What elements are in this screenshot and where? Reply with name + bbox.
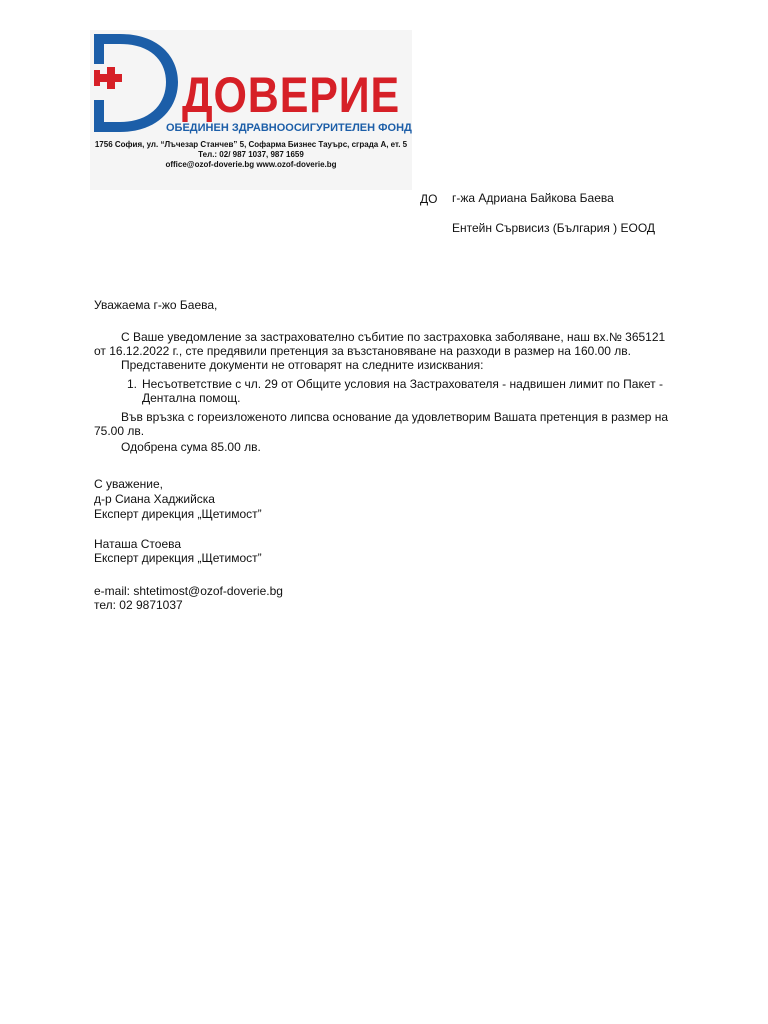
letterhead-phone: Тел.: 02/ 987 1037, 987 1659	[198, 150, 304, 159]
contact-phone: тел: 02 9871037	[94, 598, 183, 612]
approved-amount: Одобрена сума 85.00 лв.	[121, 440, 261, 454]
paragraph-1-line-1: С Ваше уведомление за застрахователно събитие по застраховка заболяване, наш вх.№ 365121	[121, 330, 666, 344]
paragraph-3-line-1: Във връзка с гореизложеното липсва основание да удовлетворим Вашата претенция в размер на	[121, 410, 669, 424]
list-item-line-1: Несъответствие с чл. 29 от Общите условия на Застрахователя - надвишен лимит по Пакет -	[142, 377, 663, 391]
signer-2-title: Експерт дирекция „Щетимост”	[94, 551, 262, 565]
doverie-logo-icon	[90, 30, 180, 135]
signer-1-name: д-р Сиана Хаджийска	[94, 492, 215, 506]
letterhead-address: 1756 София, ул. “Лъчезар Станчев” 5, Софарма Бизнес Тауърс, сграда А, ет. 5	[94, 140, 408, 149]
paragraph-3-line-2: 75.00 лв.	[94, 424, 145, 438]
list-item-line-2: Дентална помощ.	[142, 391, 241, 405]
recipient-company: Ентейн Сървисиз (България ) ЕООД	[452, 221, 656, 235]
brand-name: ДОВЕРИЕ	[182, 67, 401, 123]
letterhead-contacts: office@ozof-doverie.bg www.ozof-doverie.bg	[165, 160, 337, 169]
salutation: Уважаема г-жо Баева,	[94, 298, 218, 312]
to-label: ДО	[420, 192, 438, 206]
signer-1-title: Експерт дирекция „Щетимост”	[94, 507, 262, 521]
contact-email: e-mail: shtetimost@ozof-doverie.bg	[94, 584, 283, 598]
paragraph-2: Представените документи не отговарят на следните изисквания:	[121, 358, 484, 372]
paragraph-1-line-2: от 16.12.2022 г., сте предявили претенция за възстановяване на разходи в размер на 160.00 лв.	[94, 344, 632, 358]
letterhead	[90, 30, 412, 190]
recipient-name: г-жа Адриана Байкова Баева	[452, 191, 614, 205]
list-item-number: 1.	[127, 377, 138, 391]
signer-2-name: Наташа Стоева	[94, 537, 182, 551]
letterhead-subtitle: ОБЕДИНЕН ЗДРАВНООСИГУРИТЕЛЕН ФОНД	[166, 122, 412, 134]
closing: С уважение,	[94, 477, 163, 491]
